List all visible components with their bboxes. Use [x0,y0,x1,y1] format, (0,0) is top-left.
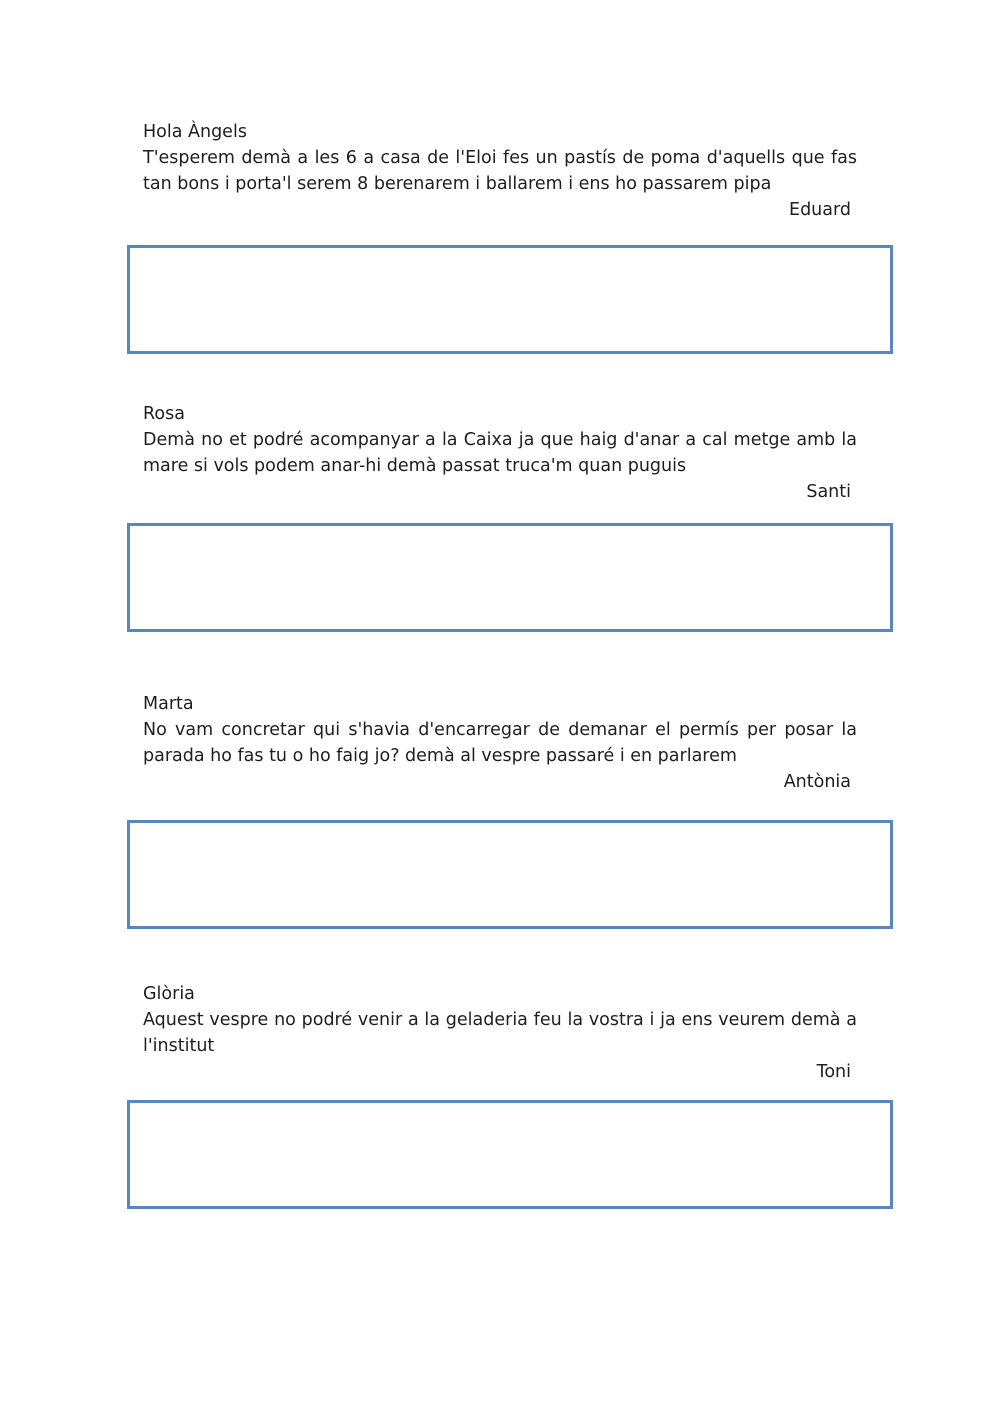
note-signature: Santi [806,482,851,502]
note-signature: Antònia [783,772,851,792]
answer-box-4[interactable] [127,1100,893,1209]
note-3 [143,691,857,795]
note-greeting: Hola Àngels [143,122,247,142]
note-4 [143,981,857,1085]
answer-box-3[interactable] [127,820,893,929]
note-greeting: Rosa [143,404,185,424]
note-greeting: Glòria [143,984,195,1004]
note-greeting: Marta [143,694,194,714]
answer-box-1[interactable] [127,245,893,354]
note-body: Demà no et podré acompanyar a la Caixa ja que haig d'anar a cal metge amb la mare si vols podem anar-hi demà passat truca'm quan puguis [143,430,857,476]
note-1 [143,119,857,223]
note-body: T'esperem demà a les 6 a casa de l'Eloi fes un pastís de poma d'aquells que fas tan bons i porta'l serem 8 berenarem i ballarem i ens ho passarem pipa [143,148,857,194]
note-body: Aquest vespre no podré venir a la geladeria feu la vostra i ja ens veurem demà a l'institut [143,1010,857,1056]
note-2 [143,401,857,505]
note-signature: Eduard [789,200,851,220]
answer-box-2[interactable] [127,523,893,632]
note-signature: Toni [816,1062,851,1082]
note-body: No vam concretar qui s'havia d'encarregar de demanar el permís per posar la parada ho fas tu o ho faig jo? demà al vespre passaré i en parlarem [143,720,857,766]
